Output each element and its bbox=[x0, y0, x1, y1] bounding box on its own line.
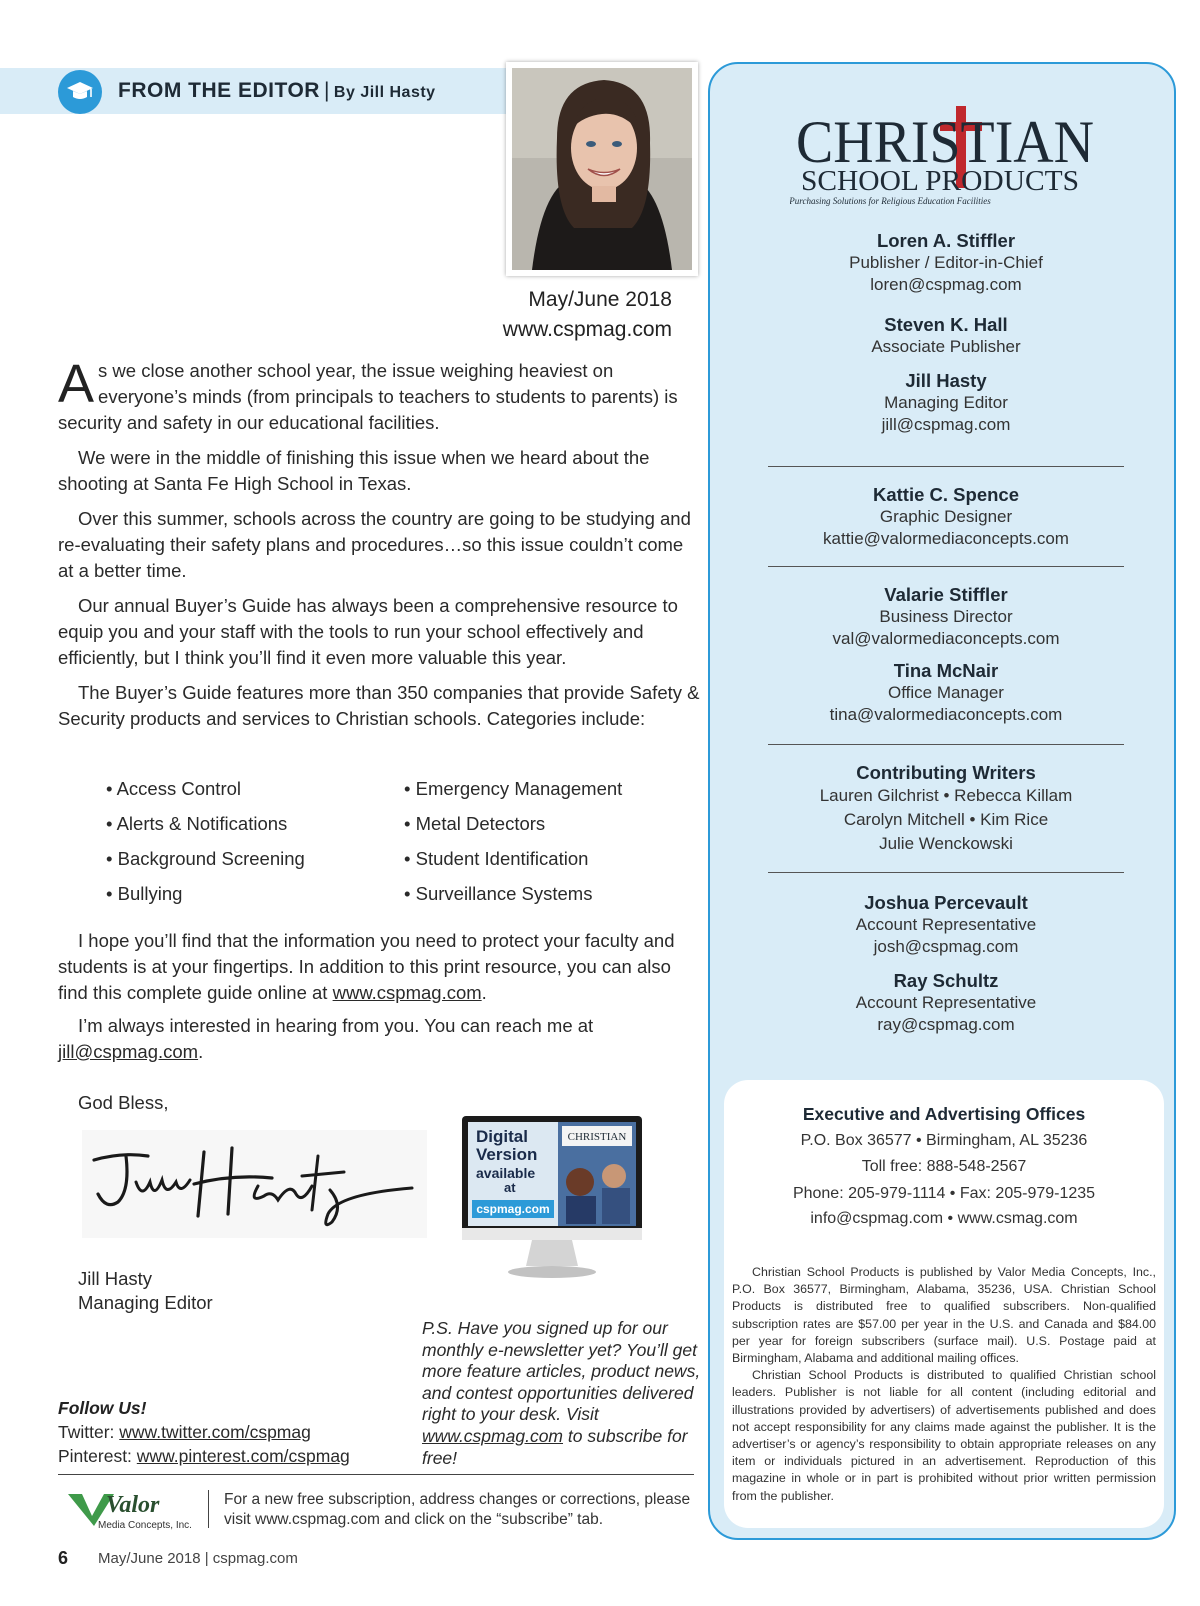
closing-salutation: God Bless, bbox=[78, 1092, 169, 1113]
byline: By Jill Hasty bbox=[333, 84, 436, 101]
offices-title: Executive and Advertising Offices bbox=[802, 1104, 1086, 1124]
cspmag-link[interactable]: www.cspmag.com bbox=[332, 982, 482, 1003]
letter-paragraph: The Buyer’s Guide features more than 350 companies that provide Safety & Security products and services to Christian schools. Categories include: bbox=[58, 682, 700, 729]
valor-logo-subtext: Media Concepts, Inc. bbox=[98, 1520, 192, 1531]
drop-cap: A bbox=[58, 354, 95, 414]
staff-role: Associate Publisher bbox=[871, 337, 1021, 356]
promo-line-4: at bbox=[504, 1180, 516, 1195]
ps-text: P.S. Have you signed up for our monthly e-newsletter yet? You’ll get more feature articles, product news, and contest opportunities delivered right to your desk. Visit bbox=[422, 1318, 701, 1425]
pinterest-link[interactable]: www.pinterest.com/cspmag bbox=[136, 1446, 350, 1466]
section-label: FROM THE EDITOR bbox=[118, 79, 320, 102]
promo-logo-text: CHRISTIAN bbox=[567, 1131, 627, 1143]
ps-text-end: to subscribe for free! bbox=[422, 1425, 688, 1468]
staff-entry bbox=[736, 230, 1156, 296]
staff-name: Jill Hasty bbox=[905, 370, 987, 391]
signer-title: Managing Editor bbox=[78, 1292, 213, 1313]
staff-entry bbox=[736, 970, 1156, 1036]
issue-date: May/June 2018 bbox=[528, 288, 672, 311]
legal-notice bbox=[732, 1264, 1156, 1505]
staff-name: Loren A. Stiffler bbox=[876, 230, 1016, 251]
staff-email[interactable]: kattie@valormediaconcepts.com bbox=[823, 529, 1069, 548]
legal-paragraph: Christian School Products is published by Valor Media Concepts, Inc., P.O. Box 36577, Birmingham, Alabama, 35236, USA. Christian School Products is distributed free to qualified subscribers. Non-qualified subscription rates are $57.00 per year in the U.S. and Canada and $84.00 per year for foreign subscribers (surface mail). U.S. Postage paid at Birmingham, Alabama and additional mailing offices. bbox=[732, 1265, 1156, 1366]
valor-logo bbox=[66, 1488, 206, 1532]
category-item: • Metal Detectors bbox=[404, 813, 546, 834]
staff-entry bbox=[736, 660, 1156, 726]
ps-subscribe-link[interactable]: www.cspmag.com bbox=[422, 1425, 564, 1446]
twitter-label: Twitter: bbox=[58, 1422, 120, 1442]
signer-name: Jill Hasty bbox=[78, 1268, 153, 1289]
staff-email[interactable]: tina@valormediaconcepts.com bbox=[829, 705, 1063, 724]
ps-note bbox=[422, 1318, 704, 1469]
staff-entry bbox=[736, 314, 1156, 358]
letter-paragraph bbox=[58, 928, 700, 1006]
staff-email[interactable]: val@valormediaconcepts.com bbox=[832, 629, 1060, 648]
writers-line: Lauren Gilchrist • Rebecca Killam bbox=[819, 786, 1073, 805]
staff-entry bbox=[736, 892, 1156, 958]
title-separator: | bbox=[323, 79, 330, 102]
staff-role: Publisher / Editor-in-Chief bbox=[849, 253, 1043, 272]
staff-role: Account Representative bbox=[855, 915, 1037, 934]
editor-letter bbox=[58, 354, 700, 741]
letter-paragraph: We were in the middle of finishing this issue when we heard about the shooting at Santa Fe High School in Texas. bbox=[58, 447, 650, 494]
editor-photo bbox=[506, 62, 698, 276]
letter-paragraph bbox=[58, 354, 700, 436]
staff-name: Valarie Stiffler bbox=[884, 584, 1008, 605]
footer-divider bbox=[58, 1474, 694, 1475]
promo-line-1: Digital bbox=[476, 1127, 528, 1146]
paragraph-text: . bbox=[198, 1041, 204, 1062]
promo-url: cspmag.com bbox=[476, 1202, 550, 1216]
paragraph-text: I hope you’ll find that the information you need to protect your faculty and students is at your fingertips. In addition to this print resource, you can also find this complete guide online at bbox=[58, 930, 675, 1003]
editor-email-link[interactable]: jill@cspmag.com bbox=[58, 1041, 199, 1062]
logo-wordmark-bottom: SCHOOL PRODUCTS bbox=[801, 166, 1079, 197]
christian-school-products-logo bbox=[790, 104, 1100, 212]
graduation-cap-icon bbox=[58, 70, 102, 114]
section-title bbox=[118, 79, 436, 103]
letter-paragraph: Our annual Buyer’s Guide has always been a comprehensive resource to equip you and your staff with the tools to run your school effectively and efficiently, but I think you’ll find it even more valuable this year. bbox=[58, 595, 678, 668]
offices-phone-fax: Phone: 205-979-1114 • Fax: 205-979-1235 bbox=[792, 1185, 1096, 1202]
pinterest-label: Pinterest: bbox=[58, 1446, 137, 1466]
staff-name: Kattie C. Spence bbox=[873, 484, 1019, 505]
staff-email[interactable]: ray@cspmag.com bbox=[877, 1015, 1015, 1034]
staff-role: Business Director bbox=[879, 607, 1013, 626]
twitter-line bbox=[58, 1422, 311, 1443]
offices-web[interactable]: info@cspmag.com • www.csmag.com bbox=[810, 1210, 1078, 1227]
category-item: • Surveillance Systems bbox=[404, 883, 593, 904]
staff-role: Office Manager bbox=[888, 683, 1004, 702]
masthead-divider bbox=[768, 744, 1124, 745]
legal-paragraph: Christian School Products is distributed to qualified Christian school leaders. Publisher is not liable for all content (including editorial and illustrations provided by advertisers) of advertisements published and does not accept responsibility for any claims made against the publisher. It is the advertiser’s or agency’s responsibility to obtain appropriate releases on any item or individuals pictured in an advertisement. Reproduction of this magazine in whole or in part is prohibited without prior written permission from the publisher. bbox=[732, 1368, 1156, 1503]
writers-line: Carolyn Mitchell • Kim Rice bbox=[843, 810, 1049, 829]
category-item: • Alerts & Notifications bbox=[106, 813, 288, 834]
contributing-writers bbox=[736, 762, 1156, 856]
masthead-divider bbox=[768, 466, 1124, 467]
category-item: • Access Control bbox=[106, 778, 242, 799]
paragraph-text: I’m always interested in hearing from you. You can reach me at bbox=[78, 1015, 594, 1036]
masthead-divider bbox=[768, 566, 1124, 567]
staff-name: Tina McNair bbox=[893, 660, 999, 681]
category-item: • Background Screening bbox=[106, 848, 305, 869]
digital-version-monitor[interactable] bbox=[462, 1116, 642, 1294]
staff-role: Graphic Designer bbox=[879, 507, 1013, 526]
logo-tagline: Purchasing Solutions for Religious Education Facilities bbox=[790, 196, 991, 206]
page-number: 6 bbox=[58, 1548, 69, 1568]
logo-wordmark-top: CHRISTIAN bbox=[796, 109, 1094, 175]
editor-portrait-image bbox=[512, 68, 692, 270]
staff-name: Contributing Writers bbox=[856, 762, 1036, 783]
valor-logo-text: Valor bbox=[106, 1492, 160, 1518]
staff-name: Joshua Percevault bbox=[864, 892, 1028, 913]
staff-role: Managing Editor bbox=[884, 393, 1008, 412]
offices-address: P.O. Box 36577 • Birmingham, AL 35236 bbox=[800, 1132, 1088, 1149]
letter-paragraph bbox=[58, 1039, 700, 1065]
masthead-divider bbox=[768, 872, 1124, 873]
staff-name: Ray Schultz bbox=[893, 970, 999, 991]
follow-us-heading: Follow Us! bbox=[58, 1398, 147, 1418]
paragraph-text: s we close another school year, the issue weighing heaviest on everyone’s minds (from principals to teachers to students to parents) is security and safety in our educational facilities. bbox=[58, 360, 678, 433]
letter-paragraph bbox=[58, 1013, 700, 1039]
subscribe-note: For a new free subscription, address changes or corrections, please visit www.cspmag.com and click on the “subscribe” tab. bbox=[224, 1491, 691, 1528]
writers-line: Julie Wenckowski bbox=[879, 834, 1013, 853]
staff-entry bbox=[736, 484, 1156, 550]
folio: May/June 2018 | cspmag.com bbox=[98, 1550, 298, 1567]
category-item: • Student Identification bbox=[404, 848, 589, 869]
footer-vertical-divider bbox=[208, 1490, 209, 1528]
staff-email[interactable]: loren@cspmag.com bbox=[870, 275, 1022, 294]
staff-entry bbox=[736, 370, 1156, 436]
promo-line-2: Version bbox=[476, 1145, 538, 1164]
staff-email[interactable]: jill@cspmag.com bbox=[881, 415, 1011, 434]
promo-line-3: available bbox=[476, 1165, 536, 1181]
category-item: • Bullying bbox=[106, 883, 183, 904]
twitter-link[interactable]: www.twitter.com/cspmag bbox=[119, 1422, 311, 1442]
offices-tollfree: Toll free: 888-548-2567 bbox=[861, 1158, 1027, 1175]
pinterest-line bbox=[58, 1446, 350, 1467]
staff-entry bbox=[736, 584, 1156, 650]
letter-paragraph: Over this summer, schools across the country are going to be studying and re-evaluating their safety plans and procedures…so this issue couldn’t come at a better time. bbox=[58, 508, 691, 581]
paragraph-text: . bbox=[481, 982, 487, 1003]
staff-role: Account Representative bbox=[855, 993, 1037, 1012]
staff-email[interactable]: josh@cspmag.com bbox=[873, 937, 1019, 956]
signature-image bbox=[82, 1130, 427, 1238]
issue-website[interactable]: www.cspmag.com bbox=[502, 318, 672, 341]
staff-name: Steven K. Hall bbox=[884, 314, 1008, 335]
category-item: • Emergency Management bbox=[404, 778, 623, 799]
editor-letter-closing bbox=[58, 928, 700, 1065]
